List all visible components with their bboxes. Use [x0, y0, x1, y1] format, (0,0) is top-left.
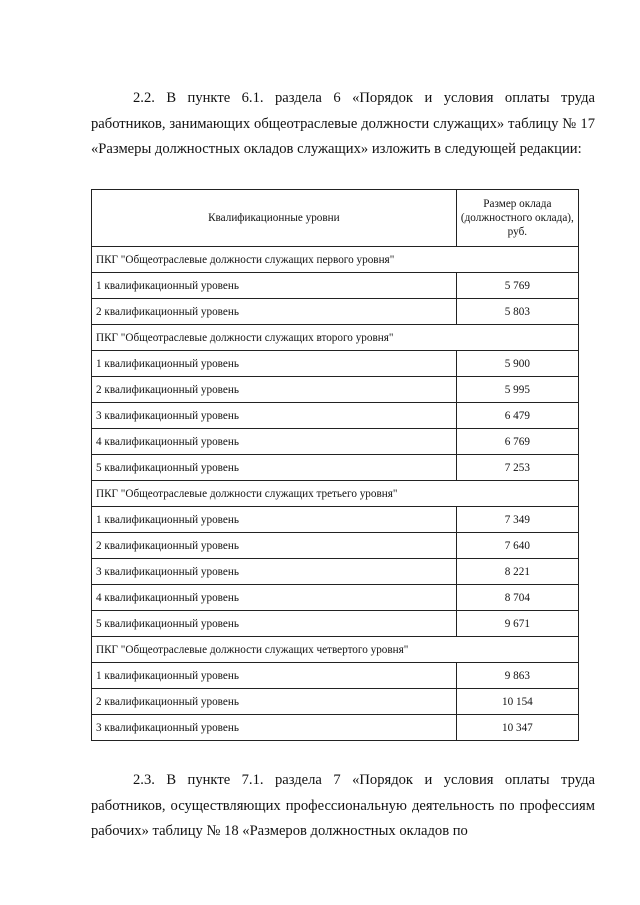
- group-row: [92, 481, 579, 507]
- group-title: ПКГ "Общеотраслевые должности служащих третьего уровня": [92, 481, 579, 507]
- qualification-level-cell: 3 квалификационный уровень: [92, 559, 457, 585]
- salary-table: [91, 189, 579, 741]
- group-title: ПКГ "Общеотраслевые должности служащих первого уровня": [92, 247, 579, 273]
- qualification-level-cell: 5 квалификационный уровень: [92, 611, 457, 637]
- qualification-level-cell: 5 квалификационный уровень: [92, 455, 457, 481]
- paragraph-2-2: 2.2. В пункте 6.1. раздела 6 «Порядок и условия оплаты труда работников, занимающих общеотраслевые должности служащих» таблицу № 17 «Размеры должностных окладов служащих» изложить в следующей редакции:: [91, 90, 595, 157]
- table-row: [92, 715, 579, 741]
- table-row: [92, 403, 579, 429]
- table-row: [92, 429, 579, 455]
- table-row: [92, 351, 579, 377]
- group-row: [92, 325, 579, 351]
- salary-value-cell: 7 349: [456, 507, 578, 533]
- table-row: [92, 663, 579, 689]
- qualification-level-cell: 3 квалификационный уровень: [92, 715, 457, 741]
- salary-value-cell: 10 347: [456, 715, 578, 741]
- qualification-level-cell: 1 квалификационный уровень: [92, 663, 457, 689]
- qualification-level-cell: 2 квалификационный уровень: [92, 299, 457, 325]
- header-qualification-levels: Квалификационные уровни: [92, 190, 457, 247]
- salary-value-cell: 5 995: [456, 377, 578, 403]
- qualification-level-cell: 2 квалификационный уровень: [92, 533, 457, 559]
- salary-value-cell: 9 863: [456, 663, 578, 689]
- table-row: [92, 585, 579, 611]
- group-title: ПКГ "Общеотраслевые должности служащих четвертого уровня": [92, 637, 579, 663]
- group-row: [92, 247, 579, 273]
- salary-value-cell: 10 154: [456, 689, 578, 715]
- qualification-level-cell: 1 квалификационный уровень: [92, 351, 457, 377]
- table-row: [92, 689, 579, 715]
- table-row: [92, 533, 579, 559]
- qualification-level-cell: 4 квалификационный уровень: [92, 585, 457, 611]
- table-row: [92, 611, 579, 637]
- table-header-row: [92, 190, 579, 247]
- salary-value-cell: 6 479: [456, 403, 578, 429]
- salary-value-cell: 7 253: [456, 455, 578, 481]
- qualification-level-cell: 2 квалификационный уровень: [92, 689, 457, 715]
- table-row: [92, 273, 579, 299]
- table-row: [92, 299, 579, 325]
- qualification-level-cell: 4 квалификационный уровень: [92, 429, 457, 455]
- salary-value-cell: 9 671: [456, 611, 578, 637]
- header-salary-size: Размер оклада (должностного оклада), руб.: [456, 190, 578, 247]
- salary-value-cell: 5 900: [456, 351, 578, 377]
- salary-value-cell: 6 769: [456, 429, 578, 455]
- group-row: [92, 637, 579, 663]
- salary-value-cell: 5 803: [456, 299, 578, 325]
- qualification-level-cell: 1 квалификационный уровень: [92, 507, 457, 533]
- table-body: [92, 247, 579, 741]
- table-row: [92, 377, 579, 403]
- qualification-level-cell: 2 квалификационный уровень: [92, 377, 457, 403]
- salary-value-cell: 8 221: [456, 559, 578, 585]
- salary-value-cell: 7 640: [456, 533, 578, 559]
- qualification-level-cell: 1 квалификационный уровень: [92, 273, 457, 299]
- group-title: ПКГ "Общеотраслевые должности служащих второго уровня": [92, 325, 579, 351]
- qualification-level-cell: 3 квалификационный уровень: [92, 403, 457, 429]
- table-row: [92, 455, 579, 481]
- table-row: [92, 559, 579, 585]
- paragraph-2-3: 2.3. В пункте 7.1. раздела 7 «Порядок и условия оплаты труда работников, осуществляющих профессиональную деятельность по профессиям рабочих» таблицу № 18 «Размеров должностных окладов по: [91, 772, 595, 839]
- table-row: [92, 507, 579, 533]
- salary-value-cell: 8 704: [456, 585, 578, 611]
- salary-value-cell: 5 769: [456, 273, 578, 299]
